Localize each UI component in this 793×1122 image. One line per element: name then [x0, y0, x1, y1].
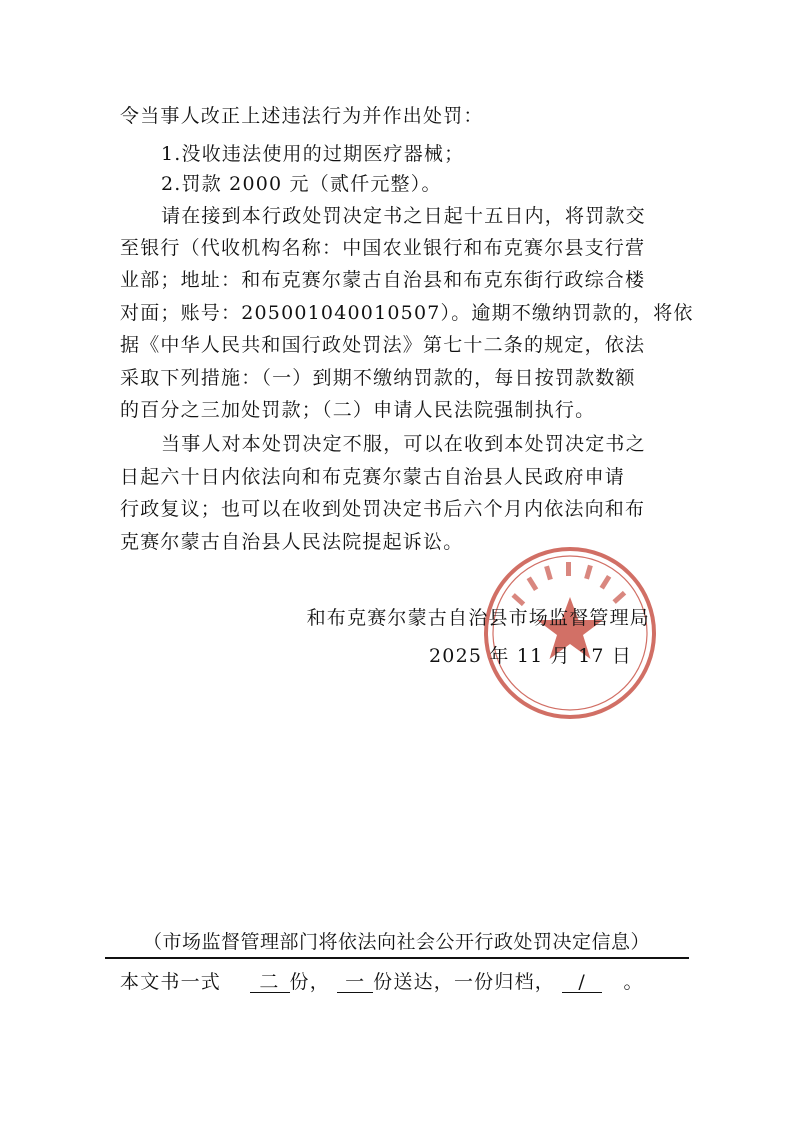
copies-other: /	[562, 972, 602, 993]
copies-mid: 份送达，一份归档，	[373, 971, 555, 993]
paragraph-line: 至银行（代收机构名称：中国农业银行和布克赛尔县支行营	[120, 237, 646, 259]
divider	[105, 957, 689, 959]
copies-served: 一	[337, 972, 373, 993]
paragraph-line: 据《中华人民共和国行政处罚法》第七十二条的规定，依法	[120, 334, 646, 356]
paragraph-line: 克赛尔蒙古自治县人民法院提起诉讼。	[120, 531, 464, 553]
copies-line	[120, 970, 644, 994]
paragraph-line: 对面；账号：205001040010507）。逾期不缴纳罚款的，将依	[120, 302, 694, 324]
paragraph-line: 令当事人改正上述违法行为并作出处罚：	[120, 105, 484, 127]
disclosure-notice: （市场监督管理部门将依法向社会公开行政处罚决定信息）	[142, 931, 650, 953]
paragraph-line: 业部；地址：和布克赛尔蒙古自治县和布克东街行政综合楼	[120, 269, 646, 291]
list-item: 1.没收违法使用的过期医疗器械；	[161, 143, 465, 165]
copies-end: 。	[623, 971, 644, 993]
paragraph-line: 日起六十日内依法向和布克赛尔蒙古自治县人民政府申请	[120, 466, 626, 488]
paragraph-line: 的百分之三加处罚款；（二）申请人民法院强制执行。	[120, 399, 596, 421]
issuer-name: 和布克赛尔蒙古自治县市场监督管理局	[306, 607, 650, 629]
official-seal-icon	[482, 545, 658, 721]
paragraph-line: 采取下列措施：（一）到期不缴纳罚款的，每日按罚款数额	[120, 367, 636, 389]
issue-date: 2025 年 11 月 17 日	[429, 645, 633, 667]
copies-prefix: 本文书一式	[120, 971, 222, 993]
copies-total: 二	[250, 972, 290, 993]
paragraph-line: 请在接到本行政处罚决定书之日起十五日内，将罚款交	[161, 205, 646, 227]
paragraph-line: 行政复议；也可以在收到处罚决定书后六个月内依法向和布	[120, 498, 646, 520]
paragraph-line: 当事人对本处罚决定不服，可以在收到本处罚决定书之	[161, 433, 646, 455]
list-item: 2.罚款 2000 元（贰仟元整）。	[161, 173, 442, 195]
copies-unit: 份，	[289, 971, 330, 993]
